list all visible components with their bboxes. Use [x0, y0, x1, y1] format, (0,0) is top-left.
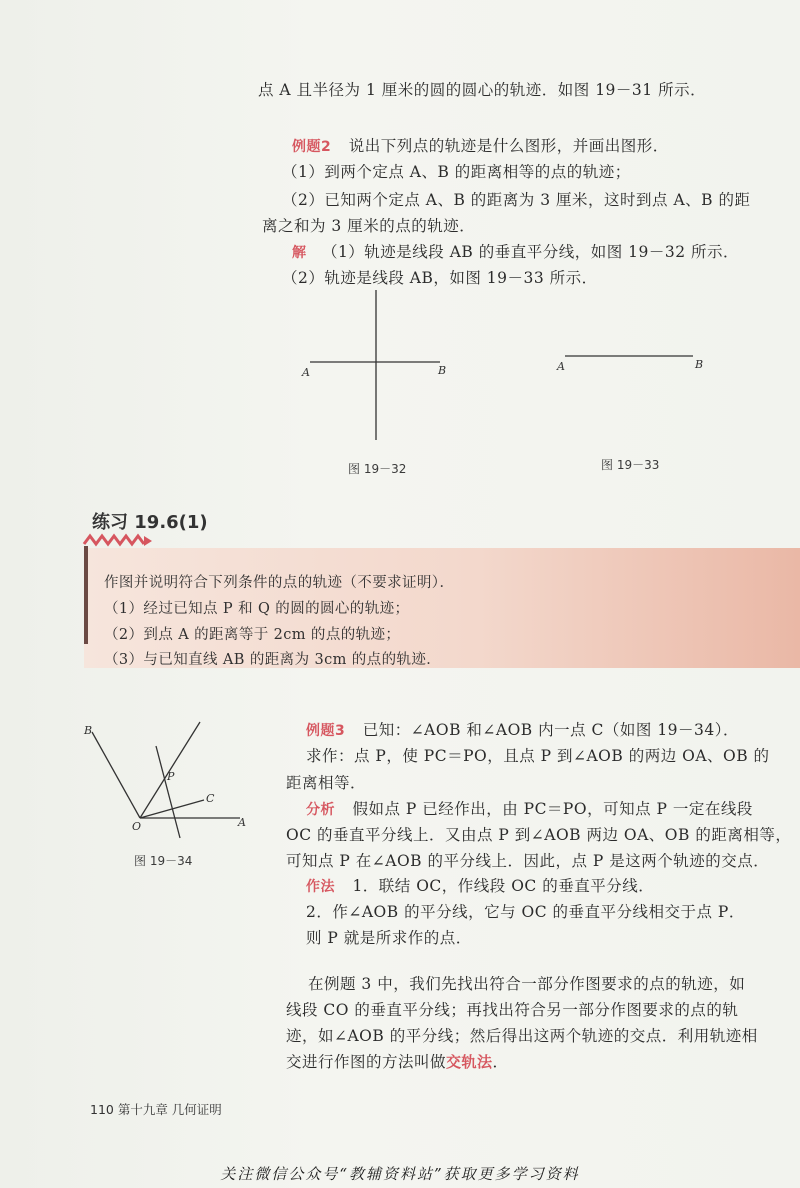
analysis-label: 分析: [306, 802, 335, 818]
example2-question: 说出下列点的轨迹是什么图形，并画出图形．: [348, 137, 669, 155]
summary-line4-text: 交进行作图的方法叫做: [286, 1053, 447, 1071]
example3-given-line: [306, 718, 739, 740]
example3-analysis-b: OC 的垂直平分线上．又由点 P 到∠AOB 两边 OA、OB 的距离相等，: [286, 826, 792, 844]
figure-19-32: [300, 290, 450, 450]
bottom-watermark-note: 关注微信公众号“教辅资料站”获取更多学习资料: [220, 1165, 580, 1183]
example3-task-b: 距离相等．: [286, 774, 367, 792]
fig34-label-b: B: [84, 724, 93, 737]
example2-item1: （1）到两个定点 A、B 的距离相等的点的轨迹；: [282, 163, 631, 181]
example2-question-line: [292, 134, 669, 156]
fig33-label-a: A: [557, 360, 565, 373]
fig34-label-p: P: [167, 770, 175, 783]
fig32-label-a: A: [302, 366, 310, 379]
example3-analysis-c: 可知点 P 在∠AOB 的平分线上．因此，点 P 是这两个轨迹的交点．: [286, 852, 770, 870]
summary-line2: 线段 CO 的垂直平分线；再找出符合另一部分作图要求的点的轨: [286, 1001, 739, 1019]
exercise-item3: （3）与已知直线 AB 的距离为 3cm 的点的轨迹．: [104, 652, 442, 668]
example2-item2a: （2）已知两个定点 A、B 的距离为 3 厘米，这时到点 A、B 的距: [282, 191, 751, 209]
method-label: 作法: [306, 879, 335, 895]
fig34-caption: 图 19－34: [134, 854, 193, 868]
example3-label: 例题3: [306, 723, 346, 739]
fig33-caption: 图 19－33: [601, 458, 660, 472]
example3-analysis-line: [306, 797, 753, 819]
example3-analysis-a: 假如点 P 已经作出，由 PC＝PO，可知点 P 一定在线段: [352, 800, 753, 818]
summary-term: 交轨法: [446, 1053, 493, 1071]
figure-19-34: [80, 722, 250, 842]
fig34-label-c: C: [206, 792, 215, 805]
solution-label: 解: [292, 245, 307, 261]
exercise-title: 练习 19.6(1): [92, 512, 208, 533]
fig32-caption: 图 19－32: [348, 462, 407, 476]
example3-method-line: [306, 874, 654, 896]
fig33-label-b: B: [695, 358, 704, 371]
example3-task-a: 求作：点 P，使 PC＝PO，且点 P 到∠AOB 的两边 OA、OB 的: [306, 747, 770, 765]
summary-line3: 迹，如∠AOB 的平分线；然后得出这两个轨迹的交点．利用轨迹相: [286, 1027, 758, 1045]
exercise-item1: （1）经过已知点 P 和 Q 的圆的圆心的轨迹；: [104, 601, 410, 617]
summary-line4: [286, 1050, 509, 1072]
example3-method2: 2．作∠AOB 的平分线，它与 OC 的垂直平分线相交于点 P．: [306, 903, 745, 921]
example3-method1: 1．联结 OC，作线段 OC 的垂直平分线．: [352, 877, 655, 895]
example2-solution1: （1）轨迹是线段 AB 的垂直平分线，如图 19－32 所示．: [321, 243, 740, 261]
example2-label: 例题2: [292, 139, 332, 155]
example2-solution1-line: [292, 240, 739, 262]
example3-method3: 则 P 就是所求作的点．: [306, 929, 472, 947]
fig34-ray-ob: [92, 732, 140, 818]
example3-given: 已知：∠AOB 和∠AOB 内一点 C（如图 19－34）．: [362, 721, 740, 739]
fig32-label-b: B: [438, 364, 447, 377]
fig34-label-a: A: [238, 816, 246, 829]
figure-19-33: [555, 350, 715, 380]
example2-solution2: （2）轨迹是线段 AB，如图 19－33 所示．: [282, 269, 598, 287]
top-line: 点 A 且半径为 1 厘米的圆的圆心的轨迹．如图 19－31 所示．: [258, 81, 707, 99]
exercise-intro: 作图并说明符合下列条件的点的轨迹（不要求证明）．: [104, 575, 455, 591]
summary-line4-end: ．: [492, 1053, 509, 1071]
fig34-label-o: O: [132, 820, 142, 833]
example2-item2b: 离之和为 3 厘米的点的轨迹．: [262, 217, 476, 235]
page-footer: 110 第十九章 几何证明: [90, 1102, 222, 1117]
summary-line1: 在例题 3 中，我们先找出符合一部分作图要求的点的轨迹，如: [308, 975, 746, 993]
exercise-item2: （2）到点 A 的距离等于 2cm 的点的轨迹；: [104, 627, 401, 643]
exercise-sidebar: [84, 546, 88, 644]
